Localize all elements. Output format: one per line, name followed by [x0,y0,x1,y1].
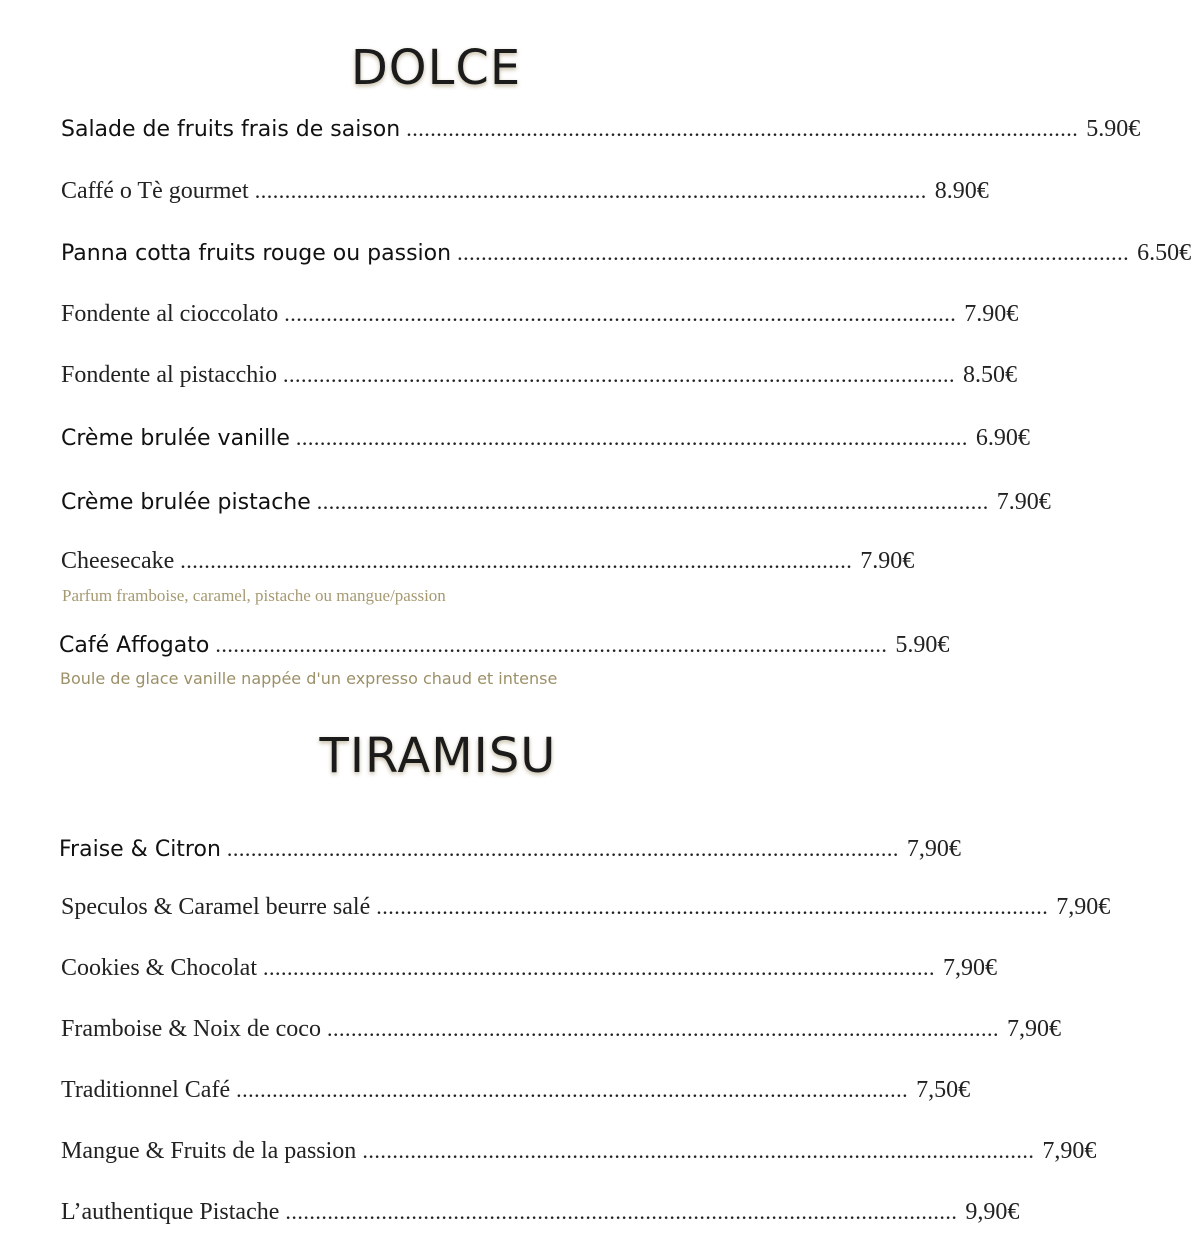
menu-item [61,548,915,582]
item-name: Speculos & Caramel beurre salé [61,894,371,920]
menu-item [61,1138,1097,1172]
item-price: 9,90€ [965,1199,1020,1225]
item-name: Fondente al pistacchio [61,362,277,388]
dot-leader: ................................................................................................................ [215,632,888,657]
menu-item [61,362,1017,396]
menu-item [61,178,989,212]
item-price: 6.50€ [1137,240,1191,266]
menu-item [61,1199,1020,1233]
item-name: Cheesecake [61,548,175,574]
dot-leader: ................................................................................................................ [262,955,935,980]
item-name: Traditionnel Café [61,1077,231,1103]
item-price: 7,50€ [916,1077,971,1103]
section-title-dolce: DOLCE [350,40,522,96]
dot-leader: ................................................................................................................ [282,362,955,387]
menu-item [61,1016,1061,1050]
item-price: 7.90€ [964,301,1019,327]
dot-leader: ................................................................................................................ [362,1138,1035,1163]
item-name: Framboise & Noix de coco [61,1016,321,1042]
dot-leader: ................................................................................................................ [326,1016,999,1041]
dot-leader: ................................................................................................................ [285,1199,958,1224]
dot-leader: ................................................................................................................ [457,240,1130,265]
item-name: Crème brulée pistache [61,490,311,515]
item-price: 8.90€ [934,178,989,204]
item-name: Salade de fruits frais de saison [61,117,401,142]
item-price: 6.90€ [975,425,1030,451]
item-name: Fondente al cioccolato [61,301,279,327]
menu-item [61,116,1141,150]
dot-leader: ................................................................................................................ [180,548,853,573]
item-price: 7,90€ [1006,1016,1061,1042]
item-name: Caffé o Tè gourmet [61,178,249,204]
section-title-tiramisu: TIRAMISU [319,728,557,784]
item-price: 5.90€ [895,632,950,658]
menu-item [61,955,997,989]
dot-leader: ................................................................................................................ [406,116,1079,141]
dot-leader: ................................................................................................................ [284,301,957,326]
item-name: Panna cotta fruits rouge ou passion [61,241,452,266]
dot-leader: ................................................................................................................ [295,425,968,450]
menu-item [59,632,950,666]
dot-leader: ................................................................................................................ [236,1077,909,1102]
menu-item [61,301,1019,335]
menu-item [61,425,1030,459]
menu-item [59,836,961,870]
menu-item [61,894,1111,928]
item-name: L’authentique Pistache [61,1199,280,1225]
item-price: 7.90€ [996,489,1051,515]
item-name: Mangue & Fruits de la passion [61,1138,357,1164]
item-price: 7,90€ [906,836,961,862]
dot-leader: ................................................................................................................ [376,894,1049,919]
item-price: 7,90€ [1042,1138,1097,1164]
item-name: Crème brulée vanille [61,426,290,451]
item-price: 8.50€ [962,362,1017,388]
item-name: Fraise & Citron [59,837,221,862]
item-name: Cookies & Chocolat [61,955,257,981]
menu-item [61,489,1051,523]
menu-item [61,1077,971,1111]
dot-leader: ................................................................................................................ [226,836,899,861]
item-price: 5.90€ [1086,116,1141,142]
dot-leader: ................................................................................................................ [316,489,989,514]
item-price: 7,90€ [1056,894,1111,920]
item-price: 7.90€ [860,548,915,574]
item-description: Boule de glace vanille nappée d'un expresso chaud et intense [60,669,558,688]
dot-leader: ................................................................................................................ [254,178,927,203]
item-price: 7,90€ [942,955,997,981]
item-name: Café Affogato [59,633,210,658]
item-description: Parfum framboise, caramel, pistache ou mangue/passion [62,586,446,605]
menu-item [61,240,1191,274]
